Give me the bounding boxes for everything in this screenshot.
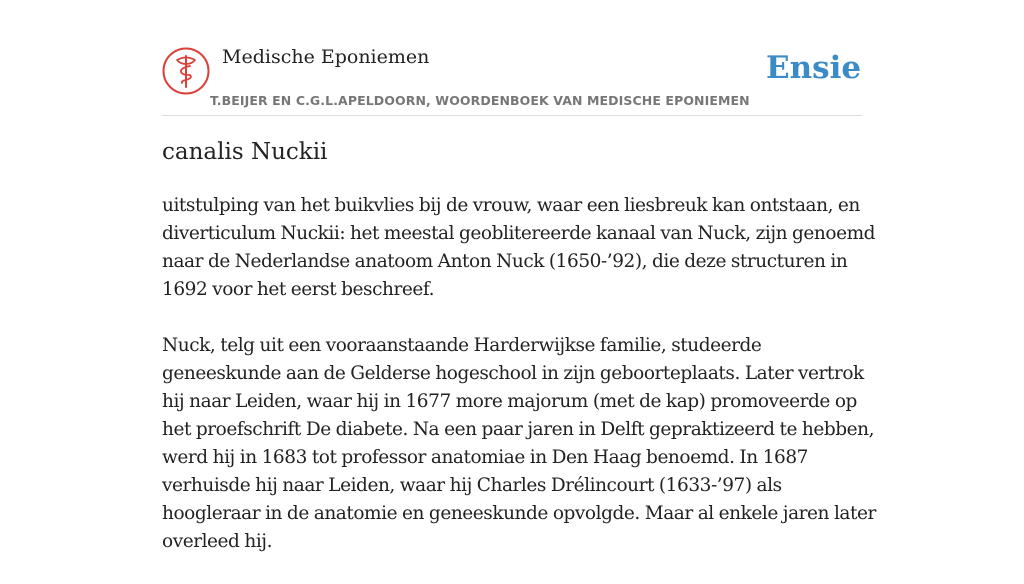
entry-paragraph: uitstulping van het buikvlies bij de vrouw, waar een liesbreuk kan ontstaan, en diverticulum Nuckii: het meestal geoblitereerde kanaal van Nuck, zijn genoemd naar de Nederlandse anatoom Anton Nuck (1650-’92), die deze structuren in 1692 voor het eerst beschreef.	[162, 195, 876, 300]
source-subtitle: T.BEIJER EN C.G.L.APELDOORN, WOORDENBOEK VAN MEDISCHE EPONIEMEN	[210, 93, 750, 108]
source-title[interactable]: Medische Eponiemen	[222, 46, 430, 68]
entry-headword: canalis Nuckii	[162, 139, 328, 165]
caduceus-icon[interactable]	[162, 47, 210, 95]
entry-body	[162, 192, 882, 584]
header-divider	[162, 115, 862, 116]
ensie-logo[interactable]: Ensie	[766, 50, 862, 86]
entry-paragraph: Nuck, telg uit een vooraanstaande Harderwijkse familie, studeerde geneeskunde aan de Gelderse hogeschool in zijn geboorteplaats. Later vertrok hij naar Leiden, waar hij in 1677 more majorum (met de kap) promoveerde op het proefschrift De diabete. Na een paar jaren in Delft gepraktizeerd te hebben, werd hij in 1683 tot professor anatomiae in Den Haag benoemd. In 1687 verhuisde hij naar Leiden, waar hij Charles Drélincourt (1633-’97) als hoogleraar in de anatomie en geneeskunde opvolgde. Maar al enkele jaren later overleed hij.	[162, 335, 876, 552]
